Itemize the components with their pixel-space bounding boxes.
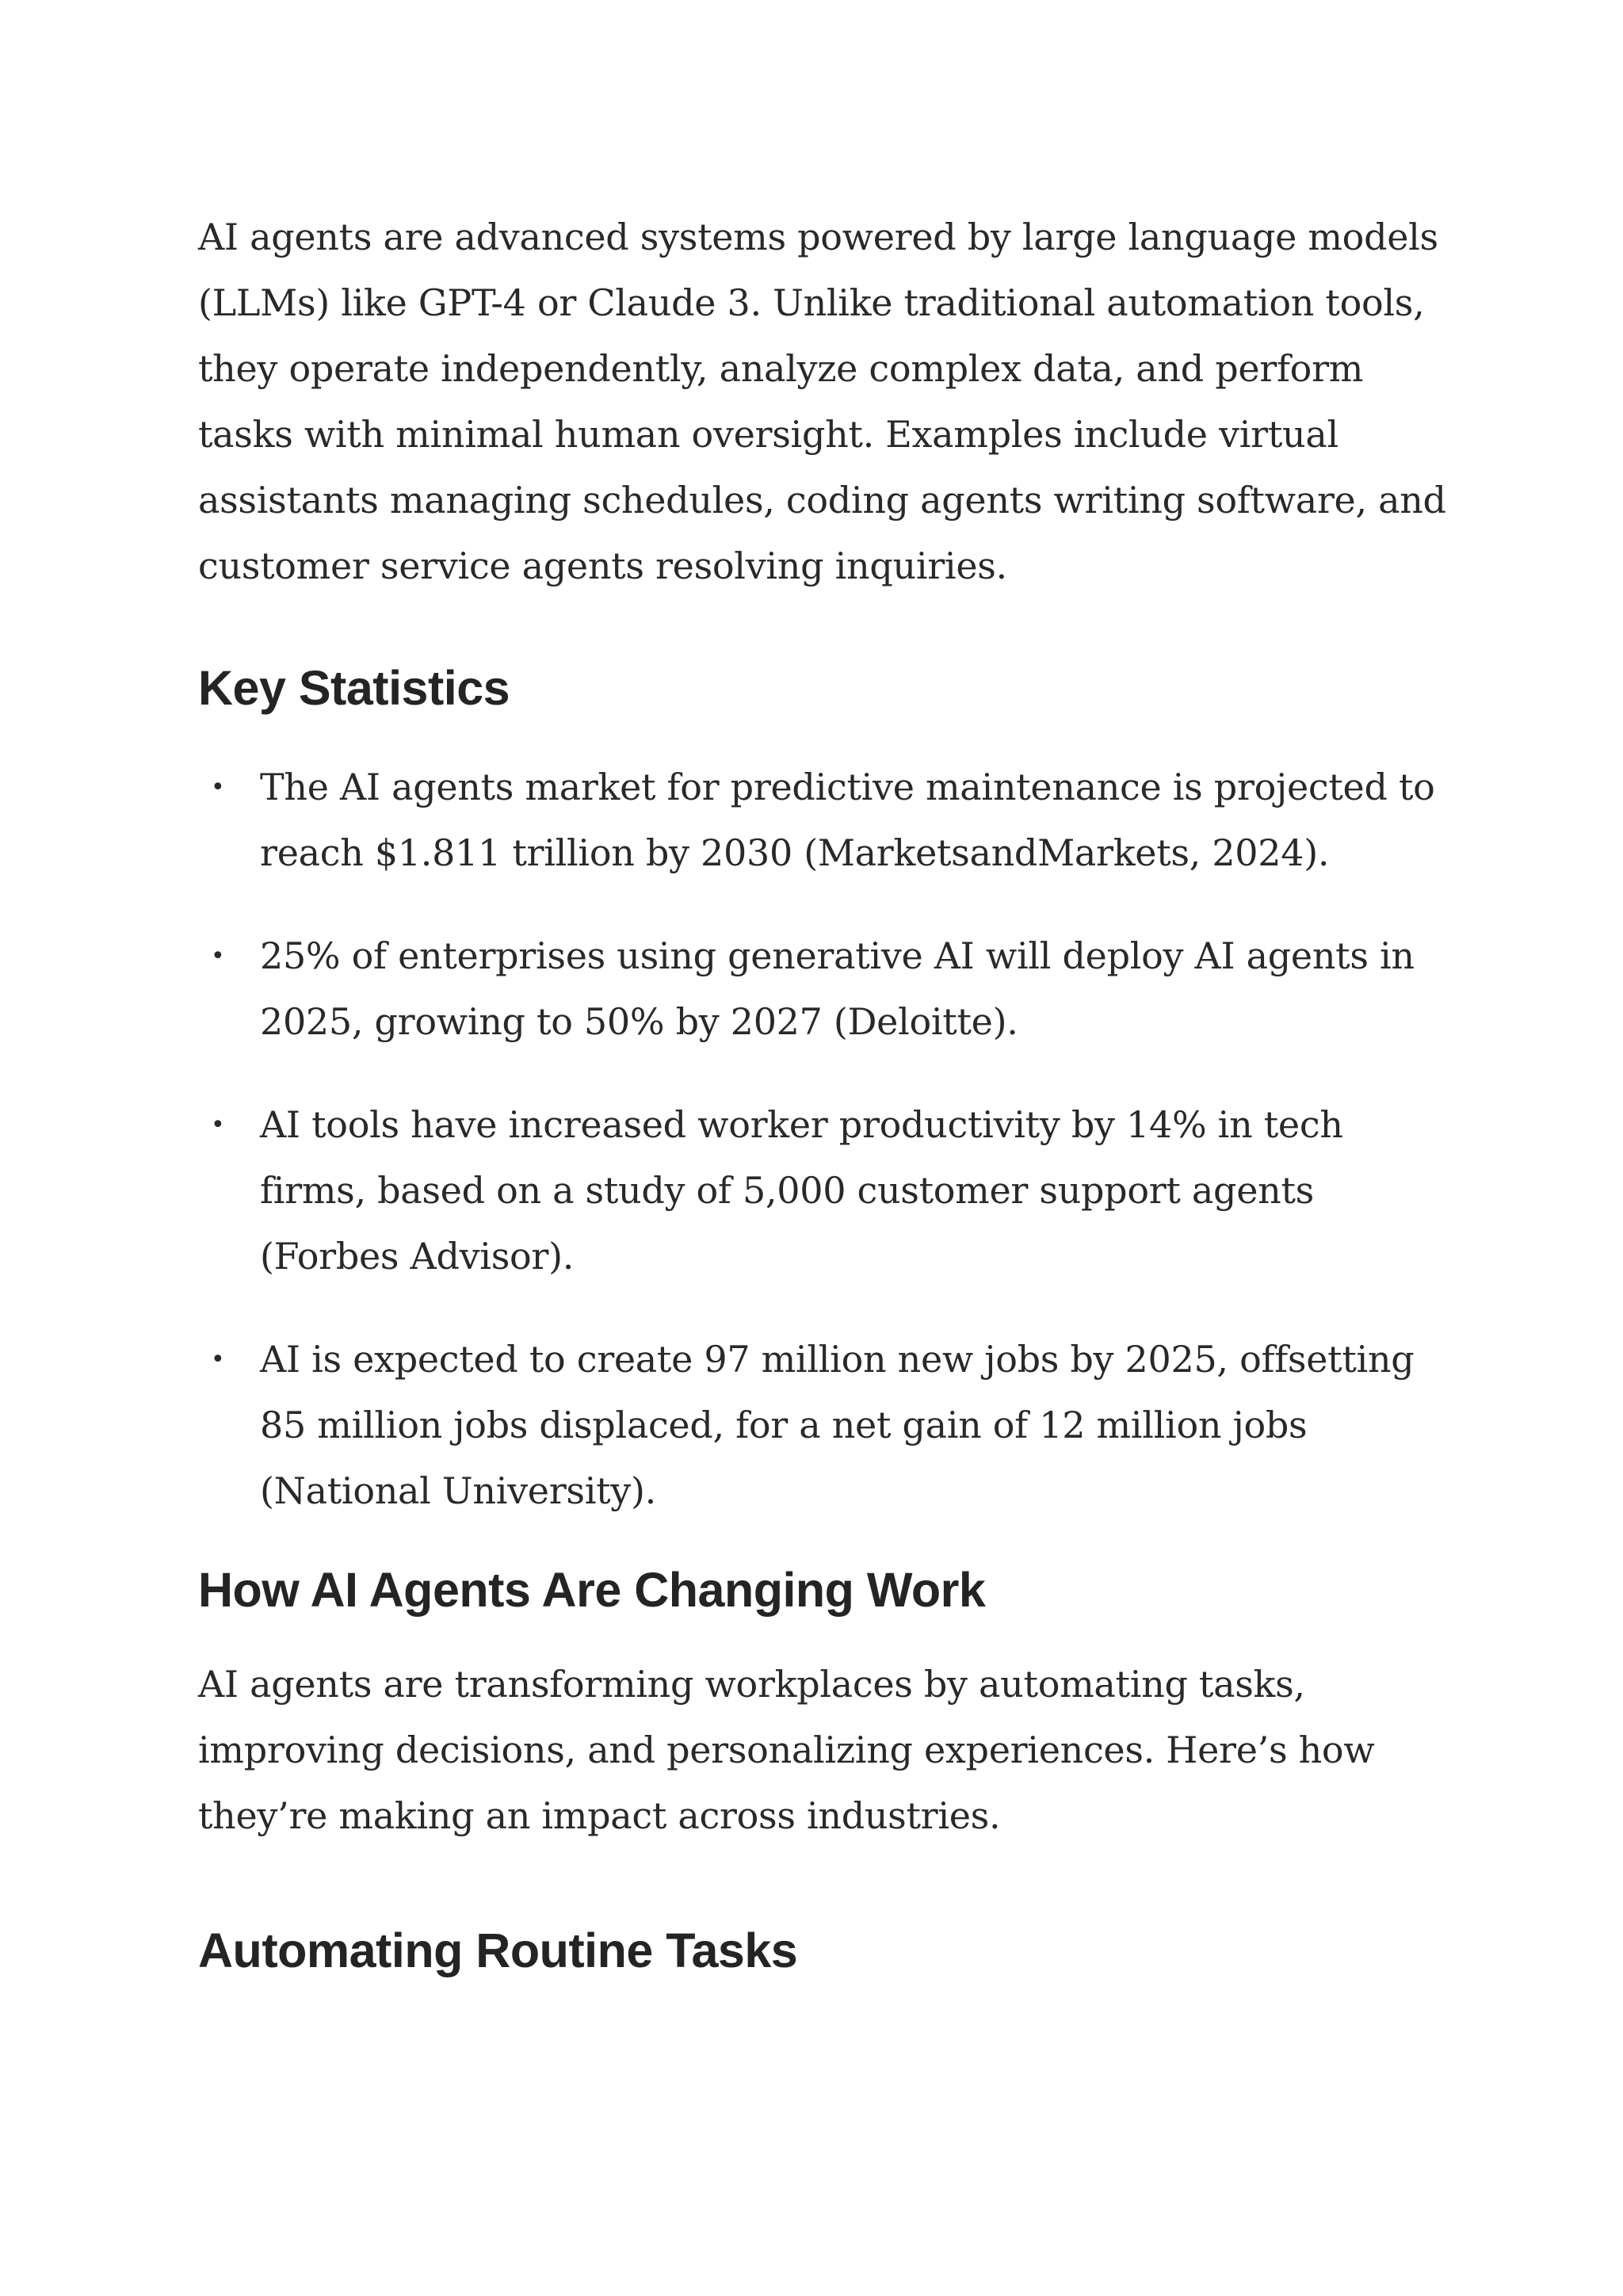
automating-routine-tasks-heading: Automating Routine Tasks <box>198 1924 798 1977</box>
list-item <box>198 1327 1450 1524</box>
statistic-text: AI is expected to create 97 million new jobs by 2025, offsetting 85 million jobs displaced, for a net gain of 12 million jobs (National University). <box>260 1338 1415 1512</box>
list-item <box>198 923 1450 1055</box>
how-ai-agents-heading: How AI Agents Are Changing Work <box>198 1563 986 1617</box>
article-body <box>198 204 1450 1979</box>
list-item <box>198 755 1450 886</box>
key-statistics-heading: Key Statistics <box>198 661 510 715</box>
bullet-icon: • <box>211 1111 225 1139</box>
bullet-icon: • <box>211 942 225 970</box>
statistic-text: The AI agents market for predictive maintenance is projected to reach $1.811 trillion by 2030 (MarketsandMarkets, 2024). <box>260 766 1435 874</box>
bullet-icon: • <box>211 1346 225 1373</box>
list-item <box>198 1092 1450 1289</box>
intro-paragraph: AI agents are advanced systems powered by large language models (LLMs) like GPT-4 or Claude 3. Unlike traditional automation tools, they operate independently, analyze complex data, and perform tasks with minimal human oversight. Examples include virtual assistants managing schedules, coding agents writing software, and customer service agents resolving inquiries. <box>198 216 1446 587</box>
statistic-text: AI tools have increased worker productivity by 14% in tech firms, based on a study of 5,000 customer support agents (Forbes Advisor). <box>260 1103 1343 1278</box>
how-ai-agents-paragraph: AI agents are transforming workplaces by automating tasks, improving decisions, and personalizing experiences. Here’s how they’re making an impact across industries. <box>198 1663 1375 1837</box>
bullet-icon: • <box>211 774 225 801</box>
key-statistics-list <box>198 755 1450 1524</box>
statistic-text: 25% of enterprises using generative AI will deploy AI agents in 2025, growing to 50% by 2027 (Deloitte). <box>260 934 1415 1043</box>
